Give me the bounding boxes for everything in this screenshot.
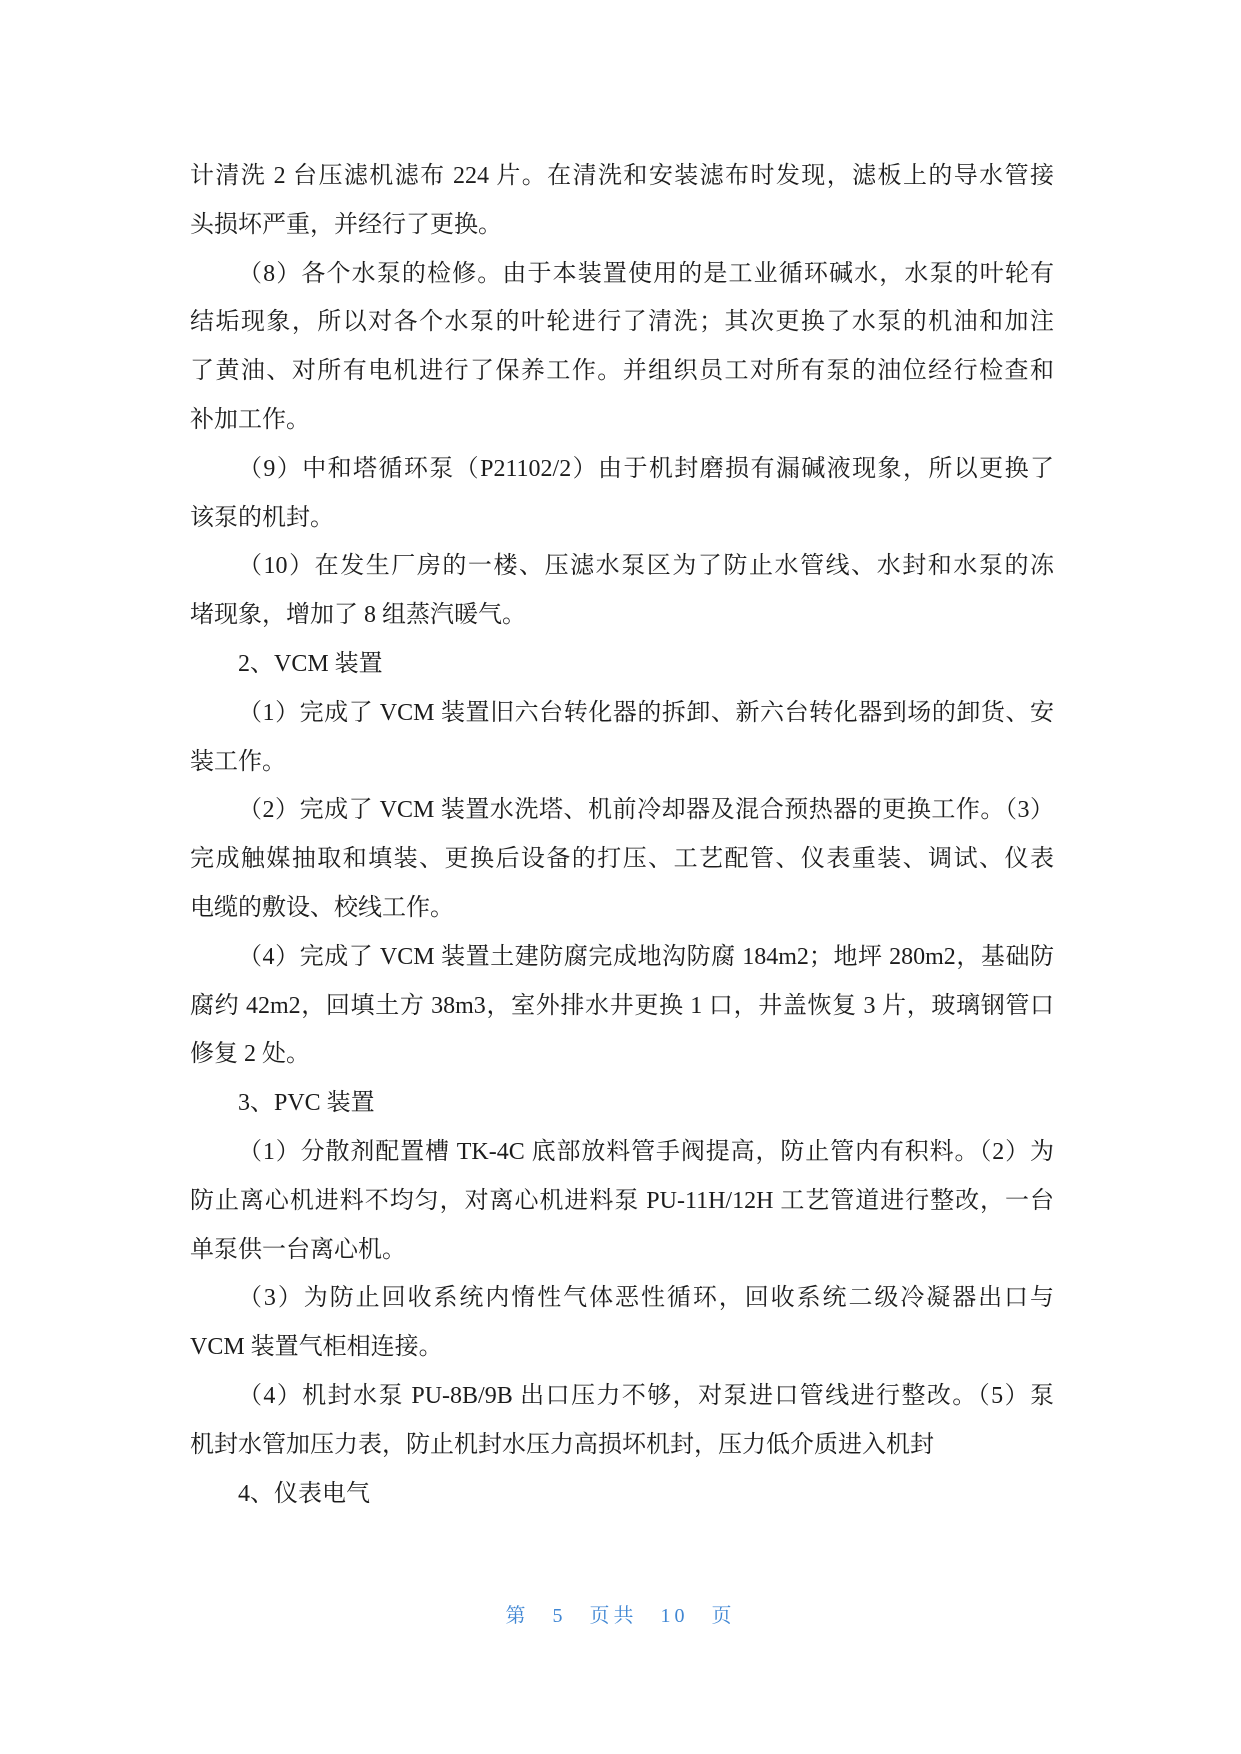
section-heading-pvc bbox=[190, 1079, 1054, 1128]
text-line: 单泵供一台离心机。 bbox=[190, 1236, 406, 1263]
text-line: 头损坏严重，并经行了更换。 bbox=[190, 211, 502, 238]
text-line: （9）中和塔循环泵（P21102/2）由于机封磨损有漏碱液现象，所以更换了 bbox=[238, 455, 1054, 482]
section-heading-vcm bbox=[190, 640, 1054, 689]
paragraph-item-10 bbox=[190, 542, 1054, 640]
paragraph-item-8 bbox=[190, 250, 1054, 445]
text-line: 了黄油、对所有电机进行了保养工作。并组织员工对所有泵的油位经行检查和 bbox=[190, 358, 1054, 385]
paragraph-pvc-item-1-2 bbox=[190, 1128, 1054, 1274]
text-line: 装工作。 bbox=[190, 748, 286, 775]
text-line: 补加工作。 bbox=[190, 406, 310, 433]
text-line: VCM 装置气柜相连接。 bbox=[190, 1334, 443, 1361]
text-line: （3）为防止回收系统内惰性气体恶性循环，回收系统二级冷凝器出口与 bbox=[238, 1285, 1054, 1312]
text-line: （8）各个水泵的检修。由于本装置使用的是工业循环碱水，水泵的叶轮有 bbox=[238, 260, 1054, 287]
text-line: （1）分散剂配置槽 TK-4C 底部放料管手阀提高，防止管内有积料。（2）为 bbox=[238, 1138, 1054, 1165]
text-line: 机封水管加压力表，防止机封水压力高损坏机封，压力低介质进入机封 bbox=[190, 1431, 934, 1458]
text-line: （4）完成了 VCM 装置土建防腐完成地沟防腐 184m2；地坪 280m2，基础防 bbox=[238, 943, 1054, 970]
text-line: 修复 2 处。 bbox=[190, 1041, 310, 1068]
text-line: 结垢现象，所以对各个水泵的叶轮进行了清洗；其次更换了水泵的机油和加注 bbox=[190, 309, 1054, 336]
text-line: （1）完成了 VCM 装置旧六台转化器的拆卸、新六台转化器到场的卸货、安 bbox=[238, 699, 1054, 726]
section-heading-instrument-electrical bbox=[190, 1470, 1054, 1519]
paragraph-pvc-item-4-5 bbox=[190, 1372, 1054, 1470]
text-line: 电缆的敷设、校线工作。 bbox=[190, 894, 454, 921]
text-line: 腐约 42m2，回填土方 38m3，室外排水井更换 1 口，井盖恢复 3 片，玻璃钢管口 bbox=[190, 992, 1054, 1019]
text-line: 该泵的机封。 bbox=[190, 504, 334, 531]
paragraph-pvc-item-3 bbox=[190, 1274, 1054, 1372]
paragraph-filter-cloth-continued bbox=[190, 152, 1054, 250]
text-line: 堵现象，增加了 8 组蒸汽暖气。 bbox=[190, 602, 526, 629]
text-line: 计清洗 2 台压滤机滤布 224 片。在清洗和安装滤布时发现，滤板上的导水管接 bbox=[190, 163, 1054, 189]
document-body bbox=[190, 152, 1054, 1518]
text-line: （4）机封水泵 PU-8B/9B 出口压力不够，对泵进口管线进行整改。（5）泵 bbox=[238, 1382, 1054, 1409]
text-line: 防止离心机进料不均匀，对离心机进料泵 PU-11H/12H 工艺管道进行整改，一台 bbox=[190, 1187, 1054, 1214]
paragraph-item-9 bbox=[190, 445, 1054, 543]
paragraph-vcm-item-1 bbox=[190, 689, 1054, 787]
section-heading-text: 3、PVC 装置 bbox=[238, 1090, 375, 1117]
paragraph-vcm-item-4 bbox=[190, 933, 1054, 1079]
text-line: 完成触媒抽取和填装、更换后设备的打压、工艺配管、仪表重装、调试、仪表 bbox=[190, 846, 1054, 873]
text-line: （10）在发生厂房的一楼、压滤水泵区为了防止水管线、水封和水泵的冻 bbox=[238, 553, 1054, 580]
section-heading-text: 2、VCM 装置 bbox=[238, 650, 383, 677]
text-line: （2）完成了 VCM 装置水洗塔、机前冷却器及混合预热器的更换工作。（3） bbox=[238, 797, 1054, 824]
section-heading-text: 4、仪表电气 bbox=[238, 1480, 370, 1507]
page-number: 第 5 页共 10 页 bbox=[505, 1605, 736, 1627]
paragraph-vcm-item-2-3 bbox=[190, 786, 1054, 932]
